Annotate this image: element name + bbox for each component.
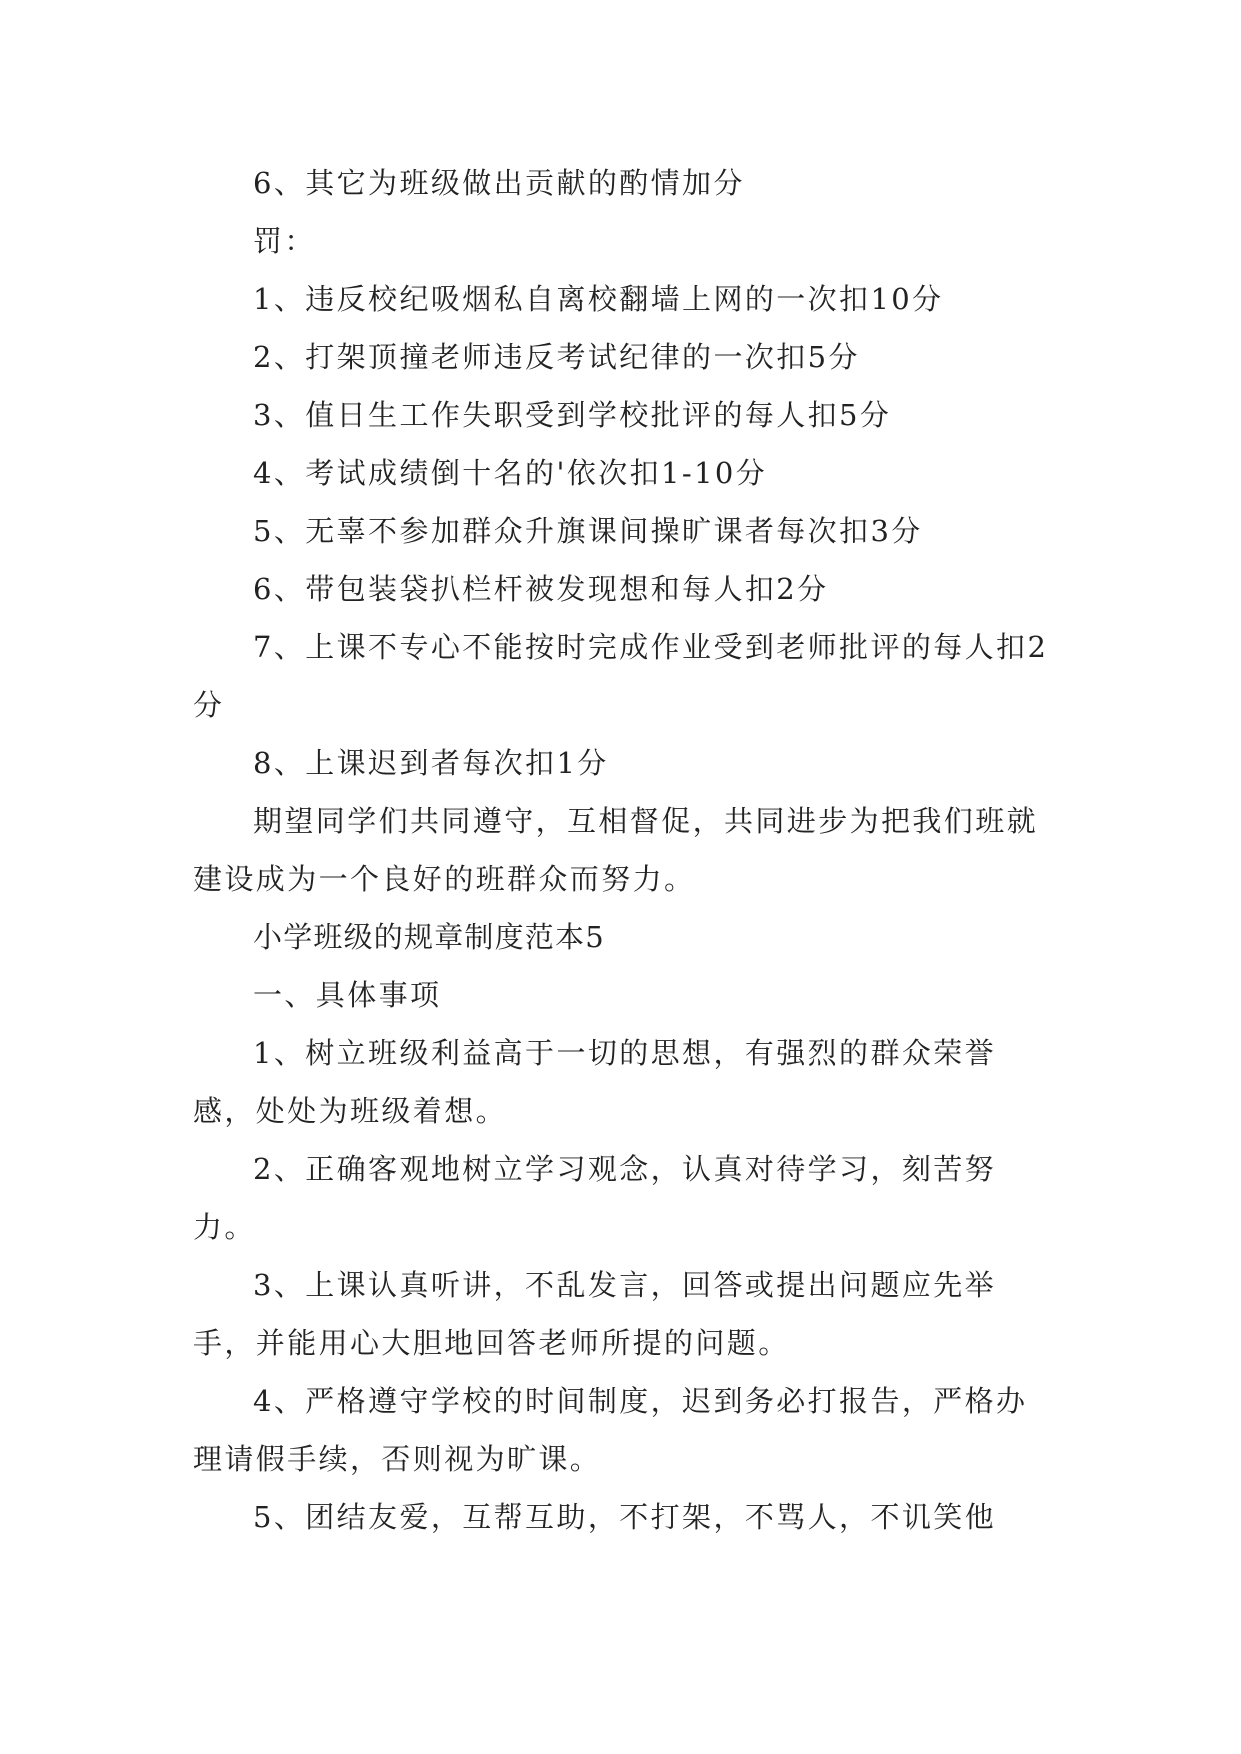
- paragraph: 3、值日生工作失职受到学校批评的每人扣5分: [253, 398, 892, 432]
- paragraph: 罚：: [253, 224, 316, 258]
- paragraph: 4、严格遵守学校的时间制度，迟到务必打报告，严格办理请假手续，否则视为旷课。: [193, 1384, 1028, 1476]
- paragraph: 2、正确客观地树立学习观念，认真对待学习，刻苦努力。: [193, 1152, 997, 1244]
- section-title: 小学班级的规章制度范本5: [253, 920, 605, 954]
- paragraph: 7、上课不专心不能按时完成作业受到老师批评的每人扣2分: [193, 630, 1049, 722]
- paragraph: 3、上课认真听讲，不乱发言，回答或提出问题应先举手，并能用心大胆地回答老师所提的问题。: [193, 1268, 997, 1360]
- document-body: [193, 154, 1055, 1546]
- paragraph: 8、上课迟到者每次扣1分: [253, 746, 609, 780]
- paragraph: 5、无辜不参加群众升旗课间操旷课者每次扣3分: [253, 514, 923, 548]
- paragraph: 期望同学们共同遵守，互相督促，共同进步为把我们班就建设成为一个良好的班群众而努力。: [193, 804, 1039, 896]
- paragraph: 6、带包装袋扒栏杆被发现想和每人扣2分: [253, 572, 829, 606]
- paragraph: 1、违反校纪吸烟私自离校翻墙上网的一次扣10分: [253, 282, 944, 316]
- paragraph: 6、其它为班级做出贡献的酌情加分: [253, 166, 745, 200]
- paragraph: 4、考试成绩倒十名的'依次扣1-10分: [253, 456, 768, 490]
- paragraph: 2、打架顶撞老师违反考试纪律的一次扣5分: [253, 340, 860, 374]
- section-heading: 一、具体事项: [253, 978, 442, 1012]
- paragraph: 5、团结友爱，互帮互助，不打架，不骂人，不讥笑他: [253, 1500, 997, 1534]
- paragraph: 1、树立班级利益高于一切的思想，有强烈的群众荣誉感，处处为班级着想。: [193, 1036, 997, 1128]
